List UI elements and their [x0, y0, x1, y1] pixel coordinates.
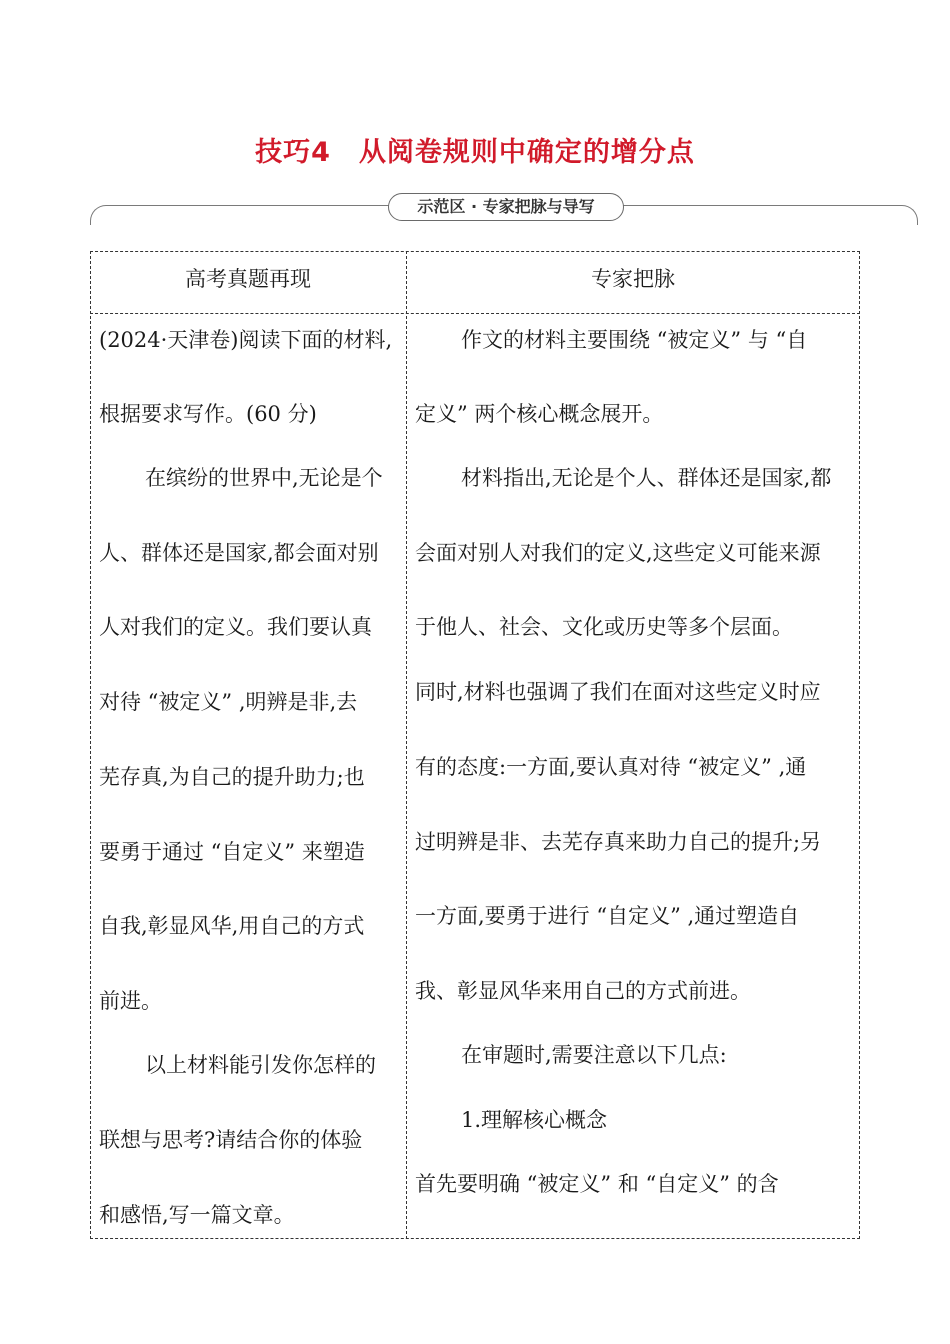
left-text-line: 联想与思考?请结合你的体验 [99, 1128, 363, 1152]
right-text-line: 同时,材料也强调了我们在面对这些定义时应 [415, 680, 821, 704]
right-text-line: 首先要明确 “被定义” 和 “自定义” 的含 [415, 1172, 779, 1196]
left-text-line: (2024·天津卷)阅读下面的材料, [99, 328, 393, 352]
column-header-expert-analysis: 专家把脉 [591, 267, 675, 291]
left-text-line: 根据要求写作。(60 分) [99, 402, 317, 426]
left-text-line: 和感悟,写一篇文章。 [99, 1203, 295, 1227]
left-text-line: 芜存真,为自己的提升助力;也 [99, 765, 365, 789]
section-banner: 示范区 · 专家把脉与导写 [388, 193, 624, 221]
header-divider [90, 313, 860, 314]
right-text-line: 过明辨是非、去芜存真来助力自己的提升;另 [415, 830, 822, 854]
right-text-line: 在审题时,需要注意以下几点: [461, 1043, 727, 1067]
right-text-line: 于他人、社会、文化或历史等多个层面。 [415, 615, 793, 639]
left-text-line: 要勇于通过 “自定义” 来塑造 [99, 840, 365, 864]
left-text-line: 人对我们的定义。我们要认真 [99, 615, 372, 639]
right-text-line: 定义” 两个核心概念展开。 [415, 402, 664, 426]
right-text-line: 1.理解核心概念 [461, 1108, 608, 1132]
right-text-line: 会面对别人对我们的定义,这些定义可能来源 [415, 541, 821, 565]
right-text-line: 作文的材料主要围绕 “被定义” 与 “自 [461, 328, 808, 352]
left-text-line: 对待 “被定义” ,明辨是非,去 [99, 690, 358, 714]
left-text-line: 在缤纷的世界中,无论是个 [145, 466, 383, 490]
right-text-line: 我、彰显风华来用自己的方式前进。 [415, 979, 751, 1003]
right-text-line: 有的态度:一方面,要认真对待 “被定义” ,通 [415, 755, 807, 779]
page-title: 技巧4 从阅卷规则中确定的增分点 [255, 137, 695, 168]
right-text-line: 一方面,要勇于进行 “自定义” ,通过塑造自 [415, 904, 800, 928]
column-divider [406, 251, 407, 1239]
left-text-line: 人、群体还是国家,都会面对别 [99, 541, 379, 565]
column-header-exam-question: 高考真题再现 [185, 267, 311, 291]
left-text-line: 前进。 [99, 989, 162, 1013]
left-text-line: 自我,彰显风华,用自己的方式 [99, 914, 365, 938]
left-text-line: 以上材料能引发你怎样的 [145, 1053, 376, 1077]
right-text-line: 材料指出,无论是个人、群体还是国家,都 [461, 466, 832, 490]
